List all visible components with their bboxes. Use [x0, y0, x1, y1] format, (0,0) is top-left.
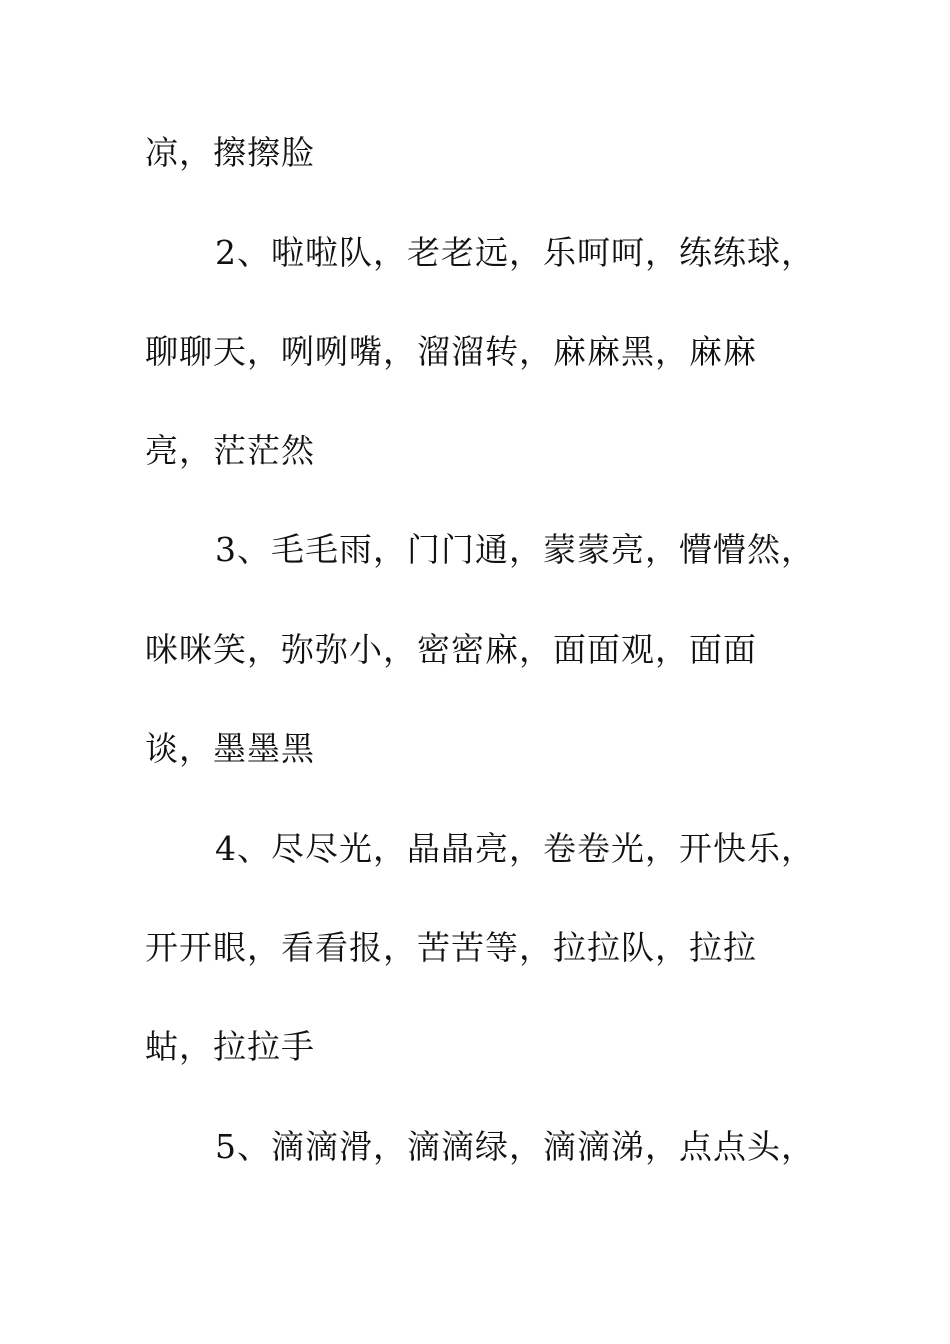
- text-line: 聊聊天，咧咧嘴，溜溜转，麻麻黑，麻麻: [145, 332, 757, 371]
- text-line: 5、滴滴滑，滴滴绿，滴滴涕，点点头，: [215, 1127, 815, 1166]
- text-line: 4、尽尽光，晶晶亮，卷卷光，开快乐，: [215, 829, 815, 868]
- text-line: 蛄，拉拉手: [145, 1027, 315, 1066]
- text-line: 谈，墨墨黑: [145, 729, 315, 768]
- text-line: 咪咪笑，弥弥小，密密麻，面面观，面面: [145, 630, 757, 669]
- text-line: 亮，茫茫然: [145, 431, 315, 470]
- text-line: 2、啦啦队，老老远，乐呵呵，练练球，: [215, 233, 815, 272]
- text-line: 3、毛毛雨，门门通，蒙蒙亮，懵懵然，: [215, 530, 815, 569]
- text-line: 开开眼，看看报，苦苦等，拉拉队，拉拉: [145, 928, 757, 967]
- text-line: 凉，擦擦脸: [145, 133, 315, 172]
